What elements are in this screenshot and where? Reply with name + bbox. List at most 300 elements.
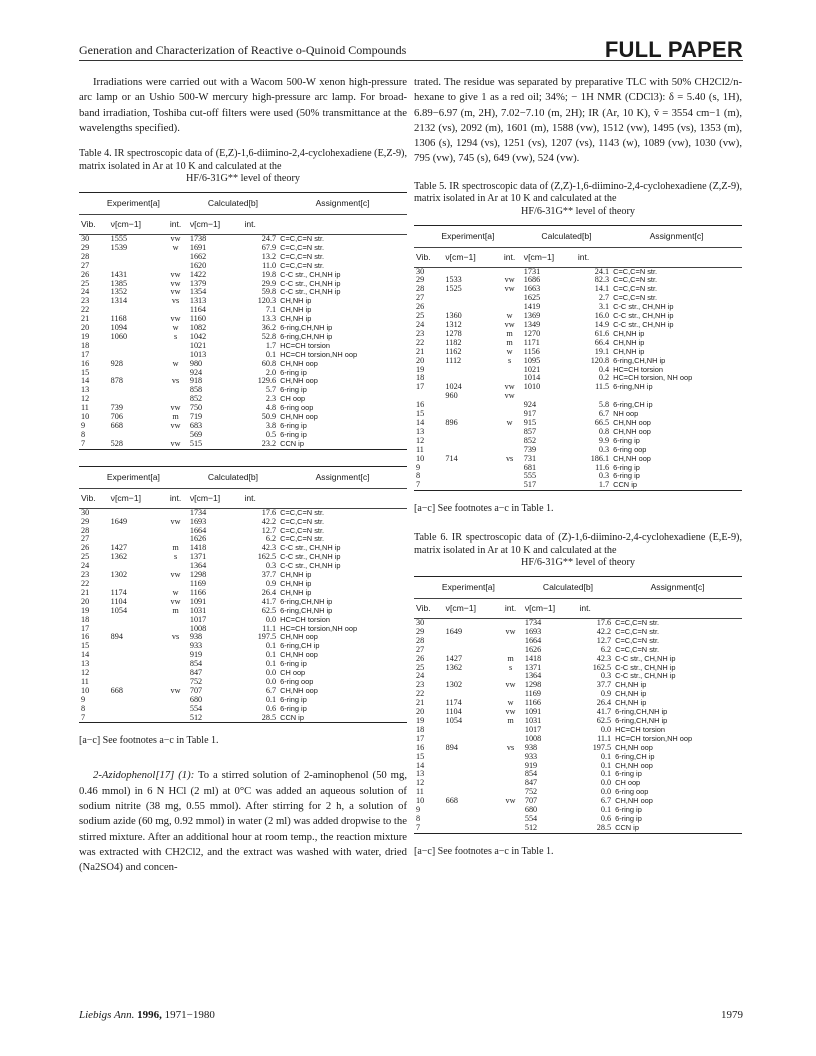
exp-intensity: vw — [170, 438, 181, 448]
vib-number: 14 — [81, 650, 90, 660]
assignment: CH,NH oop — [280, 632, 318, 642]
exp-wavenumber: 1094 — [110, 323, 128, 333]
exp-intensity: s — [508, 662, 513, 672]
calc-intensity: 28.5 — [261, 712, 277, 722]
assignment: CH,NH ip — [280, 305, 312, 315]
exp-intensity — [498, 770, 523, 779]
calc-wavenumber: 707 — [189, 685, 203, 695]
calc-intensity: 14.1 — [594, 284, 610, 294]
vib-number: 7 — [81, 438, 86, 448]
assignment: C=C,C=N str. — [613, 275, 658, 285]
vib-number: 21 — [81, 314, 90, 324]
calc-intensity: 11.1 — [597, 733, 612, 743]
calc-wavenumber: 680 — [524, 805, 538, 815]
vib-number: 17 — [416, 733, 425, 743]
exp-wavenumber: 1431 — [110, 269, 128, 279]
vib-number: 24 — [81, 287, 90, 297]
exp-intensity: vw — [170, 233, 181, 243]
exp-wavenumber: 668 — [110, 421, 123, 430]
table-row — [79, 297, 407, 306]
table-row — [79, 342, 407, 351]
table6-footnote: [a−c] See footnotes a−c in Table 1. — [414, 845, 554, 857]
exp-wavenumber — [443, 428, 497, 437]
calc-intensity: 11.6 — [595, 462, 610, 472]
vib-number: 13 — [416, 769, 425, 779]
exp-intensity — [163, 342, 188, 351]
assignment-header: Assignment[c] — [315, 198, 370, 209]
vib-number: 24 — [416, 320, 425, 329]
table-row — [79, 553, 407, 562]
calc-wavenumber: 847 — [524, 778, 538, 788]
calc-wavenumber: 1664 — [524, 635, 542, 645]
table-row — [414, 628, 742, 637]
table-row — [79, 315, 407, 324]
calc-wavenumber: 852 — [523, 435, 537, 445]
calc-intensity: 42.3 — [261, 543, 277, 553]
table-row — [79, 607, 407, 616]
table-row — [414, 366, 742, 375]
vib-number: 18 — [416, 724, 425, 734]
calc-wavenumber: 554 — [524, 813, 538, 823]
calc-intensity: 62.5 — [261, 605, 277, 615]
calc-intensity: 6.7 — [598, 409, 610, 419]
assignment: CH,NH oop — [280, 412, 318, 422]
table-row — [414, 770, 742, 779]
exp-intensity — [497, 366, 521, 375]
calc-wavenumber: 517 — [523, 480, 537, 490]
calc-wavenumber: 854 — [524, 769, 538, 779]
vib-number: 18 — [81, 340, 90, 350]
exp-wavenumber: 1649 — [445, 626, 463, 636]
calculated-header: Calculated[b] — [542, 582, 594, 593]
vib-number: 12 — [81, 668, 90, 678]
exp-wavenumber — [109, 714, 164, 723]
table-row — [79, 589, 407, 598]
table6 — [414, 576, 742, 836]
page-number: 1979 — [721, 1009, 743, 1021]
calc-wavenumber: 919 — [189, 650, 203, 660]
vib-number: 26 — [81, 269, 90, 279]
calc-wavenumber: 924 — [523, 400, 537, 410]
calc-intensity: 0.1 — [265, 641, 277, 651]
calc-intensity: 0.1 — [600, 751, 612, 761]
assignment: CCN ip — [280, 712, 304, 722]
table-row — [414, 726, 742, 735]
calc-intensity: 6.2 — [600, 644, 612, 654]
vib-number: 25 — [416, 311, 425, 321]
table-column-header — [414, 599, 742, 619]
calc-intensity: 0.2 — [598, 373, 610, 383]
assignment-spacer — [611, 247, 742, 267]
table-row — [414, 779, 742, 788]
exp-intensity: vw — [170, 314, 181, 324]
exp-intensity: vw — [504, 320, 515, 329]
exp-wavenumber — [444, 779, 499, 788]
vib-number: 15 — [81, 367, 90, 377]
calc-intensity: 6.2 — [265, 534, 277, 544]
exp-wavenumber — [109, 342, 164, 351]
exp-intensity: w — [172, 358, 179, 368]
assignment-header: Assignment[c] — [315, 471, 370, 482]
vib-number: 13 — [416, 426, 425, 436]
table-row — [414, 446, 742, 455]
exp-intensity — [497, 294, 521, 303]
calc-wavenumber: 1354 — [189, 287, 207, 297]
assignment: C-C str., CH,NH ip — [280, 287, 341, 297]
calc-intensity: 0.9 — [265, 578, 277, 588]
calc-wavenumber: 707 — [524, 796, 538, 806]
vib-number: 14 — [416, 417, 425, 427]
table-row — [79, 395, 407, 404]
calc-wavenumber: 1422 — [189, 269, 207, 279]
table-row — [79, 244, 407, 253]
calc-wavenumber: 739 — [523, 444, 537, 454]
assignment: CH,NH ip — [613, 346, 645, 356]
calc-wavenumber: 1010 — [523, 382, 541, 392]
calc-wavenumber: 554 — [189, 703, 203, 713]
exp-wavenumber-header: ν[cm−1] — [110, 219, 141, 230]
table-row — [79, 598, 407, 607]
exp-intensity: m — [172, 543, 179, 553]
exp-intensity: w — [172, 242, 179, 252]
exp-intensity — [163, 253, 188, 262]
exp-wavenumber — [444, 637, 499, 646]
calc-wavenumber: 938 — [189, 632, 203, 642]
calc-intensity: 6.7 — [600, 796, 612, 806]
exp-wavenumber: 1533 — [445, 275, 462, 285]
calc-intensity: 2.3 — [265, 394, 277, 404]
calc-intensity: 66.5 — [594, 417, 610, 427]
calc-wavenumber: 555 — [523, 471, 537, 481]
calc-intensity: 26.4 — [596, 698, 612, 708]
exp-wavenumber: 1182 — [445, 337, 462, 347]
assignment-spacer — [613, 599, 742, 619]
vib-number: 20 — [81, 596, 90, 606]
assignment: CH,NH ip — [280, 314, 312, 324]
table-row — [79, 651, 407, 660]
table-row — [79, 360, 407, 369]
calc-intensity: 11.0 — [262, 260, 277, 270]
assignment: 6-ring ip — [280, 385, 307, 395]
table-row — [414, 428, 742, 437]
running-header: Generation and Characterization of Reactive o-Quinoid Compounds — [79, 43, 407, 57]
calc-wavenumber: 1349 — [523, 320, 541, 329]
exp-intensity: w — [506, 311, 513, 321]
calc-wavenumber: 1662 — [189, 251, 207, 261]
assignment: C=C,C=N str. — [280, 516, 325, 526]
assignment-header: Assignment[c] — [650, 582, 705, 593]
vib-number: 12 — [416, 435, 425, 445]
assignment: C=C,C=N str. — [615, 626, 660, 636]
calc-intensity: 3.8 — [265, 421, 277, 430]
assignment: 6-ring ip — [613, 471, 640, 481]
vib-header: Vib. — [81, 219, 96, 230]
vib-number: 7 — [416, 822, 421, 832]
calc-intensity: 0.3 — [598, 444, 610, 454]
calc-wavenumber: 1031 — [524, 715, 542, 725]
table-row — [414, 419, 742, 428]
table-row — [414, 481, 742, 490]
assignment: HC=CH torsion — [280, 340, 331, 350]
calc-intensity: 129.6 — [257, 376, 277, 386]
calc-wavenumber: 1664 — [189, 525, 207, 535]
calc-wavenumber: 1693 — [189, 516, 207, 526]
calc-intensity: 11.5 — [595, 382, 610, 392]
vib-number: 13 — [81, 385, 90, 395]
table-row — [414, 285, 742, 294]
calc-intensity: 197.5 — [592, 742, 612, 752]
calc-intensity: 24.1 — [594, 266, 610, 276]
calc-intensity: 16.0 — [594, 311, 610, 321]
vib-number: 27 — [81, 534, 90, 544]
vib-number: 16 — [416, 400, 425, 410]
vib-number: 30 — [416, 618, 425, 627]
calc-intensity: 3.1 — [598, 302, 610, 312]
assignment: 6-ring,CH ip — [280, 641, 320, 651]
exp-intensity: w — [172, 587, 179, 597]
assignment: CH,NH ip — [280, 296, 312, 306]
exp-intensity: vw — [504, 382, 515, 392]
table-row — [79, 404, 407, 413]
calc-wavenumber: 1021 — [189, 340, 207, 350]
exp-intensity: vw — [170, 685, 181, 695]
calc-intensity: 2.0 — [265, 367, 277, 377]
calc-wavenumber: 1731 — [523, 266, 541, 276]
vib-header: Vib. — [81, 492, 96, 503]
table-row — [79, 642, 407, 651]
calc-intensity: 0.3 — [265, 561, 277, 571]
vib-number: 21 — [81, 587, 90, 597]
exp-intensity: vs — [171, 376, 180, 386]
assignment: C-C str., CH,NH ip — [280, 269, 341, 279]
calc-wavenumber: 512 — [189, 712, 203, 722]
table-row — [414, 312, 742, 321]
table-row — [414, 788, 742, 797]
exp-intensity — [498, 806, 523, 815]
exp-intensity: m — [507, 653, 514, 663]
table-row — [79, 527, 407, 536]
exp-wavenumber: 1054 — [445, 715, 463, 725]
table-row — [414, 401, 742, 410]
assignment: CH,NH ip — [615, 680, 647, 690]
exp-wavenumber: 1555 — [110, 233, 128, 243]
vib-number: 19 — [81, 331, 90, 341]
calc-wavenumber: 1017 — [524, 724, 542, 734]
calc-wavenumber: 1418 — [524, 653, 542, 663]
experiment-header: Experiment[a] — [441, 230, 495, 241]
vib-number: 30 — [81, 507, 90, 517]
table-row — [79, 369, 407, 378]
calc-wavenumber: 1691 — [189, 242, 207, 252]
exp-wavenumber: 1168 — [110, 314, 127, 324]
assignment: C-C str., CH,NH ip — [615, 662, 676, 672]
table-row — [414, 690, 742, 699]
exp-intensity: m — [506, 328, 513, 338]
assignment: C=C,C=N str. — [280, 251, 325, 261]
calc-wavenumber: 858 — [189, 385, 203, 395]
assignment: CH,NH oop — [280, 358, 318, 368]
table-row — [79, 660, 407, 669]
exp-intensity — [498, 824, 523, 833]
calc-intensity: 36.2 — [261, 323, 277, 333]
table-row — [79, 351, 407, 360]
vib-number: 7 — [81, 712, 86, 722]
assignment: CH,NH oop — [280, 685, 318, 695]
assignment: C-C str., CH,NH ip — [280, 552, 341, 562]
calc-intensity-header: int. — [577, 251, 590, 262]
table-row — [79, 306, 407, 315]
exp-intensity: vw — [505, 680, 516, 690]
exp-intensity — [497, 472, 521, 481]
assignment: C-C str., CH,NH ip — [280, 278, 341, 288]
table-row — [414, 339, 742, 348]
exp-wavenumber: 928 — [110, 358, 123, 368]
calc-wavenumber: 933 — [189, 641, 203, 651]
assignment: CH,NH ip — [280, 570, 312, 580]
vib-number: 26 — [416, 302, 425, 312]
vib-number: 11 — [81, 403, 89, 413]
calc-intensity: 0.6 — [600, 813, 612, 823]
experiment-header: Experiment[a] — [106, 198, 160, 209]
header-rule — [79, 60, 743, 61]
calc-intensity: 0.1 — [600, 760, 612, 770]
table-row — [79, 234, 407, 243]
calc-wavenumber: 1008 — [189, 623, 207, 633]
calc-wavenumber: 680 — [189, 694, 203, 704]
vib-number: 22 — [81, 578, 90, 588]
exp-wavenumber — [443, 366, 497, 375]
vib-number: 25 — [81, 278, 90, 288]
vib-number: 9 — [81, 421, 86, 430]
table-row — [414, 357, 742, 366]
vib-number: 10 — [416, 453, 425, 463]
calc-intensity: 120.8 — [590, 355, 610, 365]
calc-intensity: 17.6 — [261, 507, 277, 517]
vib-number: 20 — [416, 355, 425, 365]
vib-number: 17 — [416, 382, 425, 392]
exp-wavenumber — [109, 705, 164, 714]
calc-wavenumber: 915 — [523, 417, 537, 427]
vib-number: 15 — [416, 409, 425, 419]
table-row — [79, 562, 407, 571]
table-column-header — [414, 247, 742, 267]
assignment: 6-ring ip — [280, 367, 307, 377]
exp-intensity: vs — [505, 453, 514, 463]
assignment: C-C str., CH,NH ip — [613, 302, 674, 312]
calc-intensity: 41.7 — [261, 596, 277, 606]
table-row — [414, 708, 742, 717]
calc-intensity: 13.2 — [261, 251, 277, 261]
vib-number: 10 — [81, 412, 90, 422]
assignment: C=C,C=N str. — [280, 242, 325, 252]
calc-intensity: 0.1 — [600, 805, 612, 815]
calculated-header: Calculated[b] — [541, 230, 592, 241]
vib-number: 27 — [416, 293, 425, 303]
calc-intensity: 66.4 — [594, 337, 610, 347]
table-column-header — [79, 488, 407, 508]
exp-intensity: vs — [506, 742, 515, 752]
calc-intensity: 120.3 — [257, 296, 277, 306]
exp-wavenumber: 1104 — [110, 596, 127, 606]
exp-intensity-header: int. — [503, 251, 516, 262]
calc-intensity: 1.7 — [265, 340, 277, 350]
left-column — [79, 75, 407, 876]
calc-wavenumber: 731 — [523, 453, 537, 463]
calc-intensity: 0.0 — [265, 614, 277, 624]
assignment: 6-ring,CH,NH ip — [615, 715, 668, 725]
exp-wavenumber: 1427 — [110, 543, 128, 553]
exp-intensity — [497, 464, 521, 473]
exp-wavenumber — [444, 753, 499, 762]
calc-intensity: 42.3 — [596, 653, 612, 663]
calc-wavenumber: 1169 — [189, 578, 206, 588]
exp-wavenumber: 1302 — [110, 570, 128, 580]
table-group-header — [414, 577, 742, 599]
table-row — [414, 646, 742, 655]
calc-intensity: 42.2 — [596, 626, 612, 636]
assignment-spacer — [278, 488, 407, 508]
calc-intensity: 0.9 — [600, 689, 612, 699]
assignment: 6-ring ip — [615, 769, 642, 779]
vib-number: 16 — [81, 632, 90, 642]
assignment: C-C str., CH,NH ip — [613, 320, 674, 329]
exp-intensity — [498, 726, 523, 735]
calc-wavenumber: 1371 — [189, 552, 207, 562]
exp-wavenumber — [444, 770, 499, 779]
table-row — [414, 735, 742, 744]
assignment: 6-ring,CH,NH ip — [280, 605, 333, 615]
vib-number: 11 — [416, 444, 424, 454]
assignment: CH,NH oop — [280, 650, 318, 660]
exp-intensity — [498, 753, 523, 762]
calc-wavenumber: 924 — [189, 367, 203, 377]
exp-wavenumber: 894 — [110, 632, 123, 642]
assignment: C=C,C=N str. — [280, 507, 325, 517]
assignment: CH,NH ip — [615, 698, 647, 708]
journal-citation: Liebigs Ann. 1996, 1971−1980 — [79, 1009, 215, 1021]
calc-wavenumber: 1270 — [523, 328, 541, 338]
calc-intensity: 0.0 — [600, 787, 612, 797]
calc-wavenumber: 1091 — [524, 707, 542, 717]
exp-intensity: vw — [505, 626, 516, 636]
calc-wavenumber: 918 — [189, 376, 203, 386]
assignment: 6-ring,CH,NH ip — [280, 596, 333, 606]
assignment: CCN ip — [615, 822, 639, 832]
calc-wavenumber: 933 — [524, 751, 538, 761]
vib-number: 26 — [416, 653, 425, 663]
exp-intensity: vw — [170, 421, 181, 430]
vib-number: 21 — [416, 698, 425, 708]
calc-intensity: 186.1 — [590, 453, 610, 463]
exp-wavenumber: 896 — [445, 417, 458, 427]
table5-caption: Table 5. IR spectroscopic data of (Z,Z)-1,6-diimino-2,4-cyclohexadiene (Z,Z-9), matrix isolated in Ar at 10 K and calculated at the HF/6-31G** level of theory — [414, 180, 742, 217]
vib-number: 14 — [81, 376, 90, 386]
table-row — [79, 422, 407, 431]
exp-intensity — [497, 437, 521, 446]
exp-intensity: w — [506, 346, 513, 356]
vib-number: 15 — [81, 641, 90, 651]
assignment: CH oop — [280, 394, 306, 404]
calc-intensity: 0.1 — [265, 659, 277, 669]
assignment: 6-ring oop — [280, 676, 314, 686]
calculated-header: Calculated[b] — [207, 471, 259, 482]
assignment: 6-ring,NH ip — [613, 382, 653, 392]
calc-wavenumber: 1160 — [189, 314, 206, 324]
exp-wavenumber: 894 — [445, 742, 458, 752]
vib-number: 20 — [81, 323, 90, 333]
exp-intensity: vw — [504, 284, 515, 294]
exp-wavenumber — [444, 815, 499, 824]
